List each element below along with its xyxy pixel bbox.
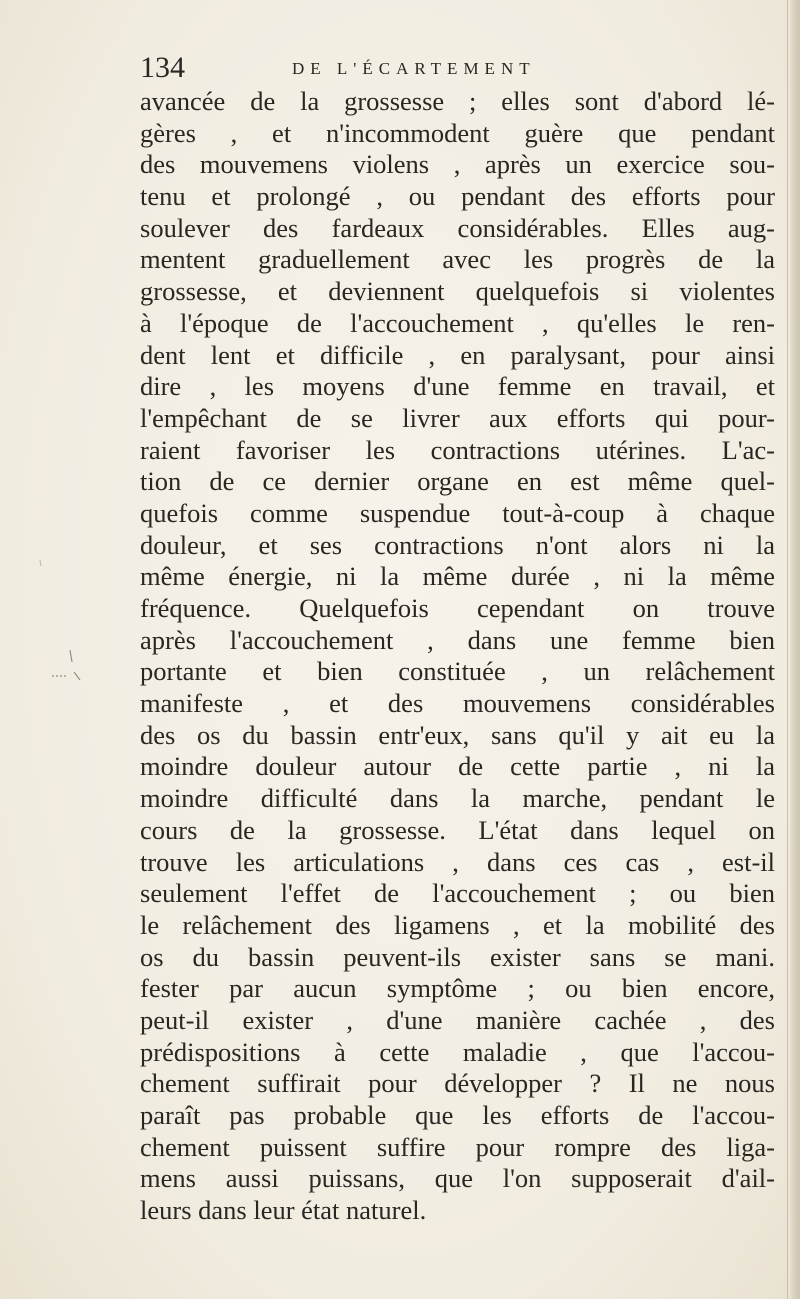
text-line: soulever des fardeaux considérables. Elles aug- <box>140 212 775 243</box>
text-line: leurs dans leur état naturel. <box>140 1195 427 1226</box>
page-number: 134 <box>140 51 185 84</box>
text-line: chement puissent suffire pour rompre des liga- <box>140 1131 775 1162</box>
text-line: avancée de la grossesse ; elles sont d'abord lé- <box>140 86 775 116</box>
text-line: tion de ce dernier organe en est même quel- <box>140 466 775 497</box>
text-line: des mouvemens violens , après un exercice sou- <box>140 149 775 180</box>
text-line: grossesse, et deviennent quelquefois si violentes <box>140 276 775 307</box>
page-header <box>140 48 760 88</box>
running-title: DE L'ÉCARTEMENT <box>292 59 536 78</box>
text-line: après l'accouchement , dans une femme bien <box>140 624 775 655</box>
body-text <box>140 86 775 1227</box>
text-line: moindre douleur autour de cette partie , ni la <box>140 751 775 782</box>
text-line: dent lent et difficile , en paralysant, pour ainsi <box>140 339 775 370</box>
text-line: paraît pas probable que les efforts de l'accou- <box>140 1100 775 1130</box>
text-line: cours de la grossesse. L'état dans lequel on <box>140 814 775 845</box>
text-line: fester par aucun symptôme ; ou bien encore, <box>140 973 775 1004</box>
text-line: tenu et prolongé , ou pendant des efforts pour <box>140 181 775 212</box>
text-line: portante et bien constituée , un relâchement <box>140 656 775 687</box>
text-line: peut-il exister , d'une manière cachée , des <box>140 1004 775 1035</box>
text-line: prédispositions à cette maladie , que l'accou- <box>140 1036 775 1067</box>
text-line: moindre difficulté dans la marche, pendant le <box>140 783 775 814</box>
text-line: chement suffirait pour développer ? Il ne nous <box>140 1068 775 1099</box>
text-line: manifeste , et des mouvemens considérables <box>140 688 775 719</box>
text-line: raient favoriser les contractions utérines. L'ac- <box>140 434 775 465</box>
text-line: os du bassin peuvent-ils exister sans se mani. <box>140 941 775 972</box>
text-line: des os du bassin entr'eux, sans qu'il y ait eu la <box>140 719 775 750</box>
text-line: seulement l'effet de l'accouchement ; ou bien <box>140 878 775 909</box>
text-line: l'empêchant de se livrer aux efforts qui pour- <box>140 402 775 433</box>
text-line: fréquence. Quelquefois cependant on trouve <box>140 593 775 623</box>
page-edge <box>790 0 800 1299</box>
text-line: trouve les articulations , dans ces cas , est-il <box>140 846 775 877</box>
text-line: à l'époque de l'accouchement , qu'elles le ren- <box>140 307 775 338</box>
text-line: quefois comme suspendue tout-à-coup à chaque <box>140 497 775 528</box>
text-line: mens aussi puissans, que l'on supposerait d'ail- <box>140 1163 775 1194</box>
text-line: le relâchement des ligamens , et la mobilité des <box>140 909 775 940</box>
text-line: gères , et n'incommodent guère que pendant <box>140 117 775 148</box>
text-line: douleur, et ses contractions n'ont alors ni la <box>140 529 775 560</box>
text-line: dire , les moyens d'une femme en travail, et <box>140 371 775 402</box>
page-fold-line <box>787 0 788 1299</box>
text-line: même énergie, ni la même durée , ni la même <box>140 561 775 592</box>
text-line: mentent graduellement avec les progrès de la <box>140 244 775 275</box>
